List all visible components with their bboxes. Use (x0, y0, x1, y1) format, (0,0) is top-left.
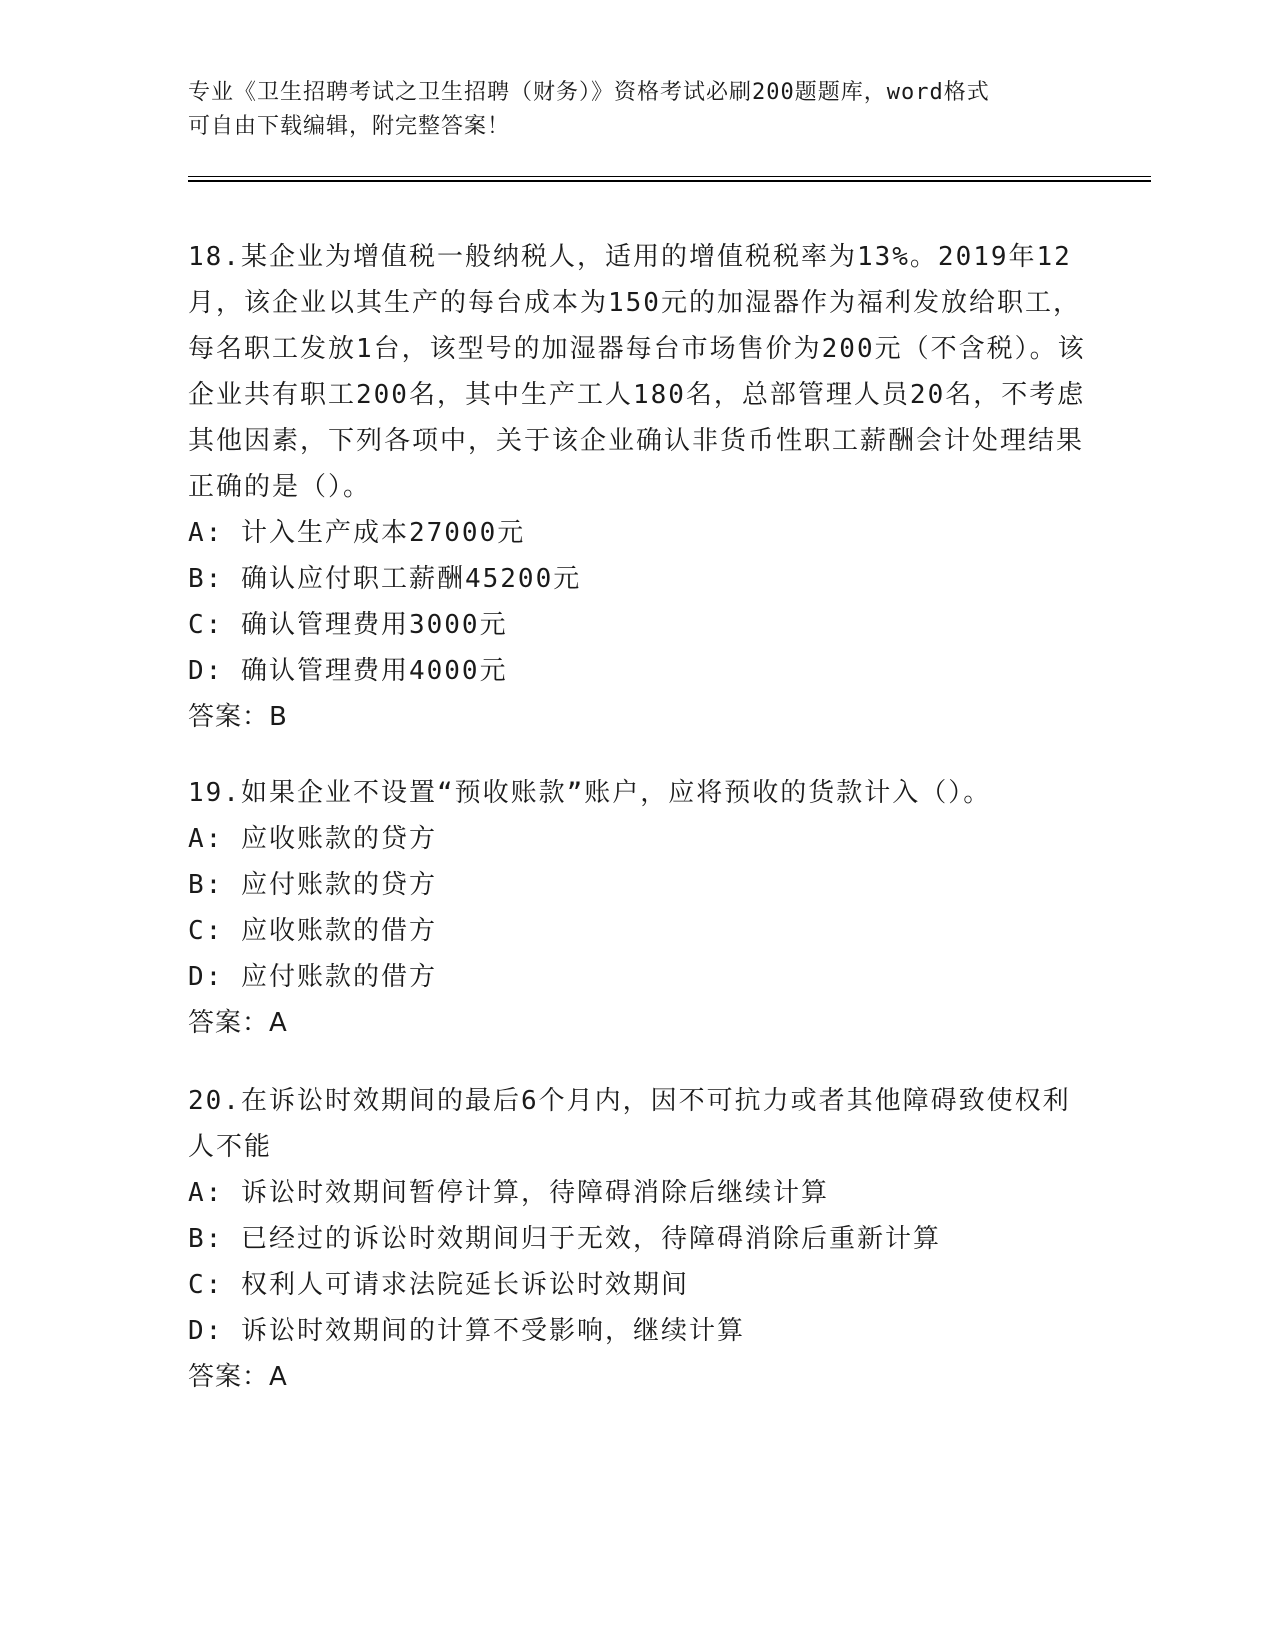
answer: 答案：B (188, 702, 288, 732)
option-d: D: 确认管理费用4000元 (188, 656, 508, 686)
option-c: C: 权利人可请求法院延长诉讼时效期间 (188, 1270, 689, 1300)
question-18 (188, 234, 1088, 740)
header-line-1: 专业《卫生招聘考试之卫生招聘（财务）》资格考试必刷200题题库，word格式 (188, 80, 990, 105)
question-text: 19.如果企业不设置“预收账款”账户，应将预收的货款计入（）。 (188, 778, 992, 808)
option-d: D: 应付账款的借方 (188, 962, 437, 992)
option-b: B: 确认应付职工薪酬45200元 (188, 564, 582, 594)
question-19 (188, 770, 1088, 1046)
option-a: A: 计入生产成本27000元 (188, 518, 526, 548)
question-20 (188, 1078, 1088, 1400)
option-c: C: 应收账款的借方 (188, 916, 437, 946)
header-divider-thick (188, 180, 1151, 182)
answer: 答案：A (188, 1008, 288, 1038)
header-line-2: 可自由下载编辑，附完整答案！ (188, 114, 511, 139)
question-text: 20.在诉讼时效期间的最后6个月内，因不可抗力或者其他障碍致使权利人不能 (188, 1086, 1071, 1162)
option-d: D: 诉讼时效期间的计算不受影响，继续计算 (188, 1316, 745, 1346)
option-b: B: 应付账款的贷方 (188, 870, 437, 900)
option-c: C: 确认管理费用3000元 (188, 610, 508, 640)
option-a: A: 应收账款的贷方 (188, 824, 437, 854)
option-b: B: 已经过的诉讼时效期间归于无效，待障碍消除后重新计算 (188, 1224, 941, 1254)
answer: 答案：A (188, 1362, 288, 1392)
option-a: A: 诉讼时效期间暂停计算，待障碍消除后继续计算 (188, 1178, 829, 1208)
header-divider-thin (188, 176, 1151, 177)
document-header (188, 76, 1088, 144)
question-text: 18.某企业为增值税一般纳税人，适用的增值税税率为13%。2019年12月，该企业以其生产的每台成本为150元的加湿器作为福利发放给职工，每名职工发放1台，该型号的加湿器每台市场售价为200元（不含税）。该企业共有职工200名，其中生产工人180名，总部管理人员20名，不考虑其他因素，下列各项中，关于该企业确认非货币性职工薪酬会计处理结果正确的是（）。 (188, 242, 1086, 502)
